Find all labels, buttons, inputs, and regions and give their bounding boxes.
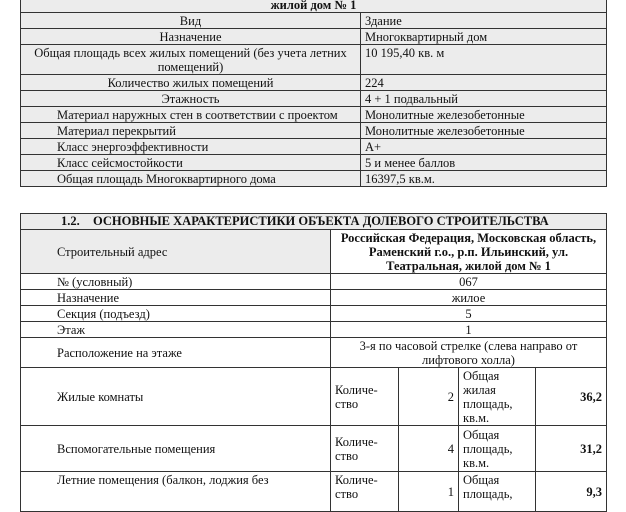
table-row [21,368,607,426]
table-row [21,230,607,274]
table-row [21,472,607,512]
row-label: Вид [21,13,361,29]
room-label: Вспомогательные помещения [21,426,331,472]
table-row [21,306,607,322]
row-label: Секция (подъезд) [21,306,331,322]
row-label: Расположение на этаже [21,338,331,368]
row-value: 1 [331,322,607,338]
row-value: 5 [331,306,607,322]
row-value: 4 + 1 подвальный [361,91,607,107]
table-row [21,338,607,368]
section-number: 1.2. [61,214,80,228]
count-label: Количе-ство [331,426,399,472]
count-label: Количе-ство [331,368,399,426]
building-characteristics-table [20,0,607,187]
count-value: 1 [399,472,459,512]
row-value: 224 [361,75,607,91]
table-row [21,290,607,306]
table-row [21,322,607,338]
row-label: Назначение [21,29,361,45]
table-row [21,274,607,290]
section-title-row [21,214,607,230]
row-value: Монолитные железобетонные [361,123,607,139]
table-row [21,29,607,45]
row-value: Здание [361,13,607,29]
row-label: Этаж [21,322,331,338]
table-row [21,91,607,107]
room-label: Жилые комнаты [21,368,331,426]
row-value: 5 и менее баллов [361,155,607,171]
row-value: жилое [331,290,607,306]
row-label: Класс сейсмостойкости [21,155,361,171]
table-row [21,13,607,29]
object-characteristics-table [20,213,607,512]
row-value: 067 [331,274,607,290]
row-label: Назначение [21,290,331,306]
row-value: 10 195,40 кв. м [361,45,607,75]
address-label: Строительный адрес [21,230,331,274]
row-label: Материал наружных стен в соответствии с проектом [21,107,361,123]
area-value: 36,2 [536,368,607,426]
row-label: Общая площадь Многоквартирного дома [21,171,361,187]
row-value: 3-я по часовой стрелке (слева направо от лифтового холла) [331,338,607,368]
section-title: ОСНОВНЫЕ ХАРАКТЕРИСТИКИ ОБЪЕКТА ДОЛЕВОГО СТРОИТЕЛЬСТВА [93,214,549,228]
row-label: № (условный) [21,274,331,290]
header-line: жилой дом № 1 [21,0,607,13]
row-label: Материал перекрытий [21,123,361,139]
address-value: Российская Федерация, Московская область, Раменский г.о., р.п. Ильинский, ул. Театральная, жилой дом № 1 [331,230,607,274]
count-value: 4 [399,426,459,472]
table-row [21,155,607,171]
table-row [21,123,607,139]
count-value: 2 [399,368,459,426]
row-value: Многоквартирный дом [361,29,607,45]
row-label: Количество жилых помещений [21,75,361,91]
row-label: Класс энергоэффективности [21,139,361,155]
table-row [21,426,607,472]
area-label: Общая площадь, [459,472,536,512]
row-label: Общая площадь всех жилых помещений (без учета летних помещений) [21,45,361,75]
area-value: 9,3 [536,472,607,512]
table-row [21,171,607,187]
table-row [21,45,607,75]
row-value: A+ [361,139,607,155]
table-row [21,75,607,91]
area-label: Общая жилая площадь, кв.м. [459,368,536,426]
count-label: Количе-ство [331,472,399,512]
table-row [21,139,607,155]
row-label: Этажность [21,91,361,107]
area-label: Общая площадь, кв.м. [459,426,536,472]
row-value: 16397,5 кв.м. [361,171,607,187]
area-value: 31,2 [536,426,607,472]
row-value: Монолитные железобетонные [361,107,607,123]
table-header-row [21,0,607,13]
room-label: Летние помещения (балкон, лоджия без [21,472,331,512]
table-row [21,107,607,123]
